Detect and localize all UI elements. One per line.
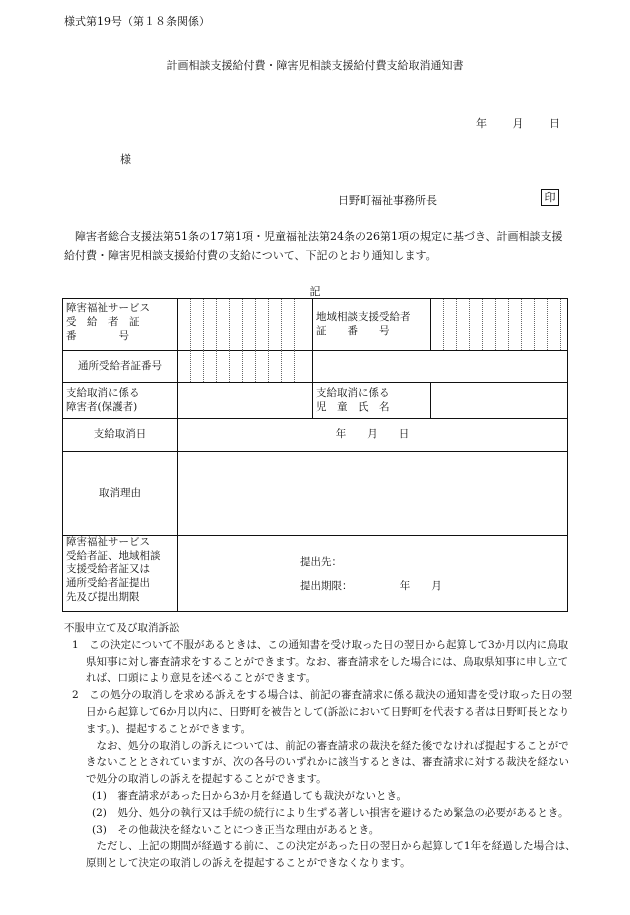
seal-mark: 印	[541, 189, 559, 206]
submit-label	[63, 535, 178, 611]
label-line: 受給者証、地域相談	[66, 549, 161, 562]
label-line: 児 童 氏 名	[316, 401, 390, 414]
disabled-person-field[interactable]	[178, 382, 313, 418]
body-text: 障害者総合支援法第51条の17第1項・児童福祉法第24条の26第1項の規定に基づき、計画相談支援給付費・障害児相談支援給付費の支給について、下記のとおり通知します。	[64, 230, 563, 263]
label-line: 地域相談支援受給者	[316, 311, 411, 323]
submit-deadline: 提出期限： 年 月	[300, 580, 442, 592]
table-row	[63, 350, 567, 383]
label-line: 障害者(保護者)	[66, 401, 138, 414]
issue-date: 年 月 日	[476, 117, 560, 130]
notes-sub-3: (3) その他裁決を経ないことにつき正当な理由があるとき。	[92, 823, 380, 836]
ki-heading: 記	[309, 285, 321, 298]
table-row	[63, 382, 567, 419]
regional-cert-label	[313, 299, 431, 350]
submit-to: 提出先：	[300, 556, 342, 568]
notes-item-2: 2 この処分の取消しを求める訴えをする場合は、前記の審査請求に係る裁決の通知書を受け取った日の翌日から起算して6か月以内に、日野町を被告として(訴訟において日野町を代表する者は日野町長となります。)、提起することができます。	[72, 689, 573, 735]
cancel-date-text: 支給取消日	[93, 428, 147, 441]
notes-sub-1: (1) 審査請求があった日から3か月を経過しても裁決がないとき。	[92, 789, 408, 802]
label-line: 障害福祉サービス	[66, 302, 150, 314]
appeal-notes	[64, 620, 576, 872]
info-table	[62, 298, 568, 612]
addressee: 様	[120, 153, 131, 166]
table-row	[63, 418, 567, 452]
notes-item-1: 1 この決定について不服があるときは、この通知書を受け取った日の翌日から起算して3か月以内に鳥取県知事に対し審査請求をすることができます。なお、審査請求をした場合には、鳥取県知事に申し立てれば、口頭により意見を述べることができます。	[72, 638, 569, 685]
label-line: 先及び提出期限	[66, 590, 140, 603]
child-name-label	[313, 382, 431, 418]
table-row	[63, 535, 567, 611]
label-line: 通所受給者証提出	[66, 576, 150, 589]
cancel-date-label	[63, 418, 178, 451]
cancel-date-value: 年 月 日	[335, 427, 410, 440]
submit-field[interactable]	[178, 535, 567, 611]
notes-heading: 不服申立て及び取消訴訟	[64, 622, 180, 634]
issuer-name: 日野町福祉事務所長	[338, 194, 437, 207]
table-row	[63, 299, 567, 351]
commute-cert-number-field[interactable]	[178, 350, 313, 382]
reason-label	[63, 451, 178, 535]
reason-field[interactable]	[178, 451, 567, 535]
label-line: 番 号	[66, 330, 129, 343]
label-line: 支援受給者証又は	[66, 563, 150, 576]
form-number: 様式第19号（第１８条関係）	[64, 15, 210, 28]
label-line: 支給取消に係る	[66, 387, 140, 399]
child-name-field[interactable]	[431, 382, 567, 418]
table-row	[63, 451, 567, 536]
regional-cert-number-field[interactable]	[431, 299, 567, 350]
commute-cert-label	[63, 350, 178, 382]
disabled-person-label	[63, 382, 178, 418]
notes-sub-2: (2) 処分、処分の執行又は手続の続行により生ずる著しい損害を避けるため緊急の必要があるとき。	[92, 806, 569, 819]
recipient-cert-label	[63, 299, 178, 350]
label-line: 支給取消に係る	[316, 387, 390, 399]
notes-final: ただし、上記の期間が経過する前に、この決定があった日の翌日から起算して1年を経過した場合は、原則として決定の取消しの訴えを提起することができなくなります。	[86, 840, 576, 870]
label-line: 証 番 号	[316, 325, 390, 338]
commute-cert-text: 通所受給者証番号	[78, 359, 162, 372]
recipient-cert-number-field[interactable]	[178, 299, 313, 350]
reason-text: 取消理由	[99, 486, 141, 499]
notes-item-2-para: なお、処分の取消しの訴えについては、前記の審査請求の裁決を経た後でなければ提起することができないこととされていますが、次の各号のいずれかに該当するときは、審査請求に対する裁決を経ないで処分の取消しの訴えを提起することができます。	[86, 739, 569, 786]
label-line: 受 給 者 証	[66, 316, 140, 329]
cancel-date-field[interactable]	[178, 418, 567, 451]
document-title: 計画相談支援給付費・障害児相談支援給付費支給取消通知書	[166, 59, 464, 72]
label-line: 障害福祉サービス	[66, 536, 150, 548]
